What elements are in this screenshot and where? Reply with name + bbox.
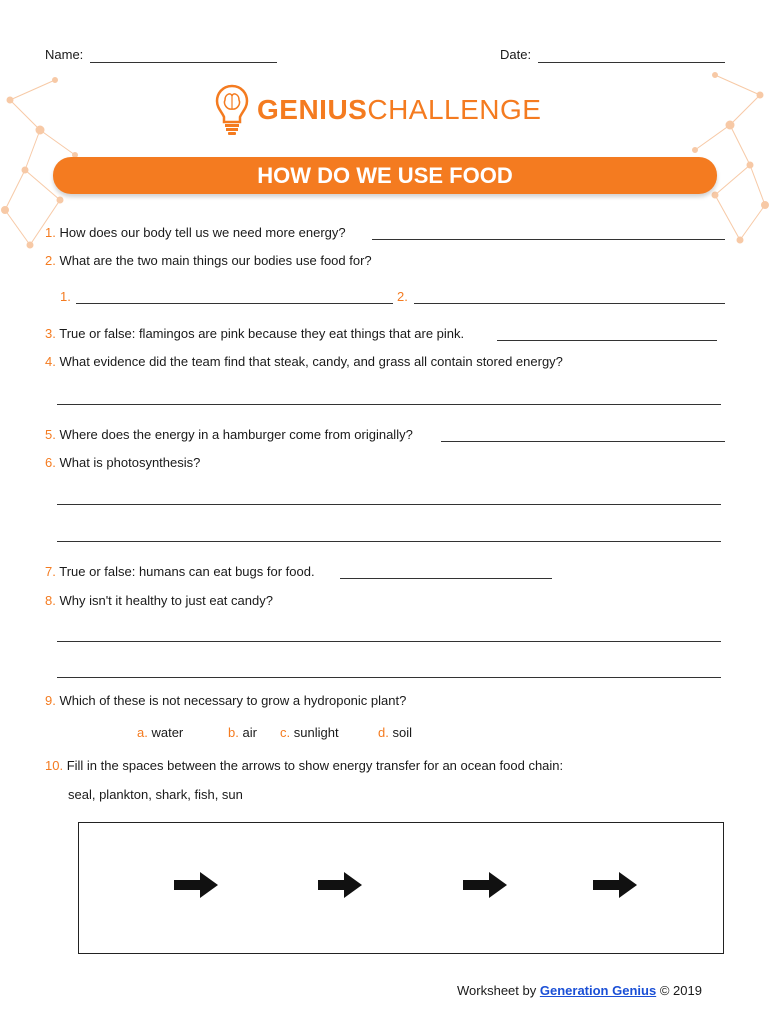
arrow-right-icon [593, 872, 637, 898]
date-label: Date: [500, 47, 532, 62]
answer-line-q2-1[interactable] [76, 303, 393, 304]
name-label: Name: [45, 47, 84, 62]
question-6: 6. What is photosynthesis? [45, 455, 201, 470]
answer-line-q4[interactable] [57, 404, 721, 405]
option-d[interactable]: d. soil [378, 725, 412, 740]
generation-genius-link[interactable]: Generation Genius [539, 983, 657, 998]
logo-wordmark: GENIUSCHALLENGE [257, 94, 542, 125]
question-1: 1. How does our body tell us we need more energy? [45, 225, 346, 240]
question-5: 5. Where does the energy in a hamburger come from originally? [45, 427, 413, 442]
answer-line-q8-2[interactable] [57, 677, 721, 678]
question-3: 3. True or false: flamingos are pink because they eat things that are pink. [45, 326, 465, 341]
arrow-right-icon [318, 872, 362, 898]
q2-answer-1-label: 1. [60, 289, 71, 304]
answer-line-q3[interactable] [497, 340, 717, 341]
answer-line-q5[interactable] [441, 441, 725, 442]
option-c[interactable]: c. sunlight [280, 725, 339, 740]
answer-line-q6-1[interactable] [57, 504, 721, 505]
question-4: 4. What evidence did the team find that steak, candy, and grass all contain stored energy? [45, 354, 563, 369]
word-bank: seal, plankton, shark, fish, sun [68, 787, 243, 802]
genius-challenge-logo [215, 84, 541, 136]
answer-line-q7[interactable] [340, 578, 552, 579]
worksheet-title: HOW DO WE USE FOOD [257, 163, 513, 188]
date-field[interactable] [538, 62, 725, 63]
arrow-right-icon [463, 872, 507, 898]
question-7: 7. True or false: humans can eat bugs for food. [45, 564, 315, 579]
footer-prefix: Worksheet by [457, 983, 537, 998]
option-a[interactable]: a. water [137, 725, 184, 740]
name-field[interactable] [90, 62, 277, 63]
lightbulb-brain-icon [215, 84, 249, 136]
answer-line-q6-2[interactable] [57, 541, 721, 542]
question-9: 9. Which of these is not necessary to grow a hydroponic plant? [45, 693, 407, 708]
arrow-right-icon [174, 872, 218, 898]
worksheet-title-banner [53, 157, 717, 194]
footer-copyright: © 2019 [659, 983, 702, 998]
q2-answer-2-label: 2. [397, 289, 408, 304]
option-b[interactable]: b. air [228, 725, 257, 740]
footer-credit [457, 983, 702, 998]
answer-line-q8-1[interactable] [57, 641, 721, 642]
question-8: 8. Why isn't it healthy to just eat candy? [45, 593, 273, 608]
answer-line-q2-2[interactable] [414, 303, 725, 304]
answer-line-q1[interactable] [372, 239, 725, 240]
question-10: 10. Fill in the spaces between the arrows to show energy transfer for an ocean food chain: [45, 758, 564, 773]
question-2: 2. What are the two main things our bodies use food for? [45, 253, 372, 268]
